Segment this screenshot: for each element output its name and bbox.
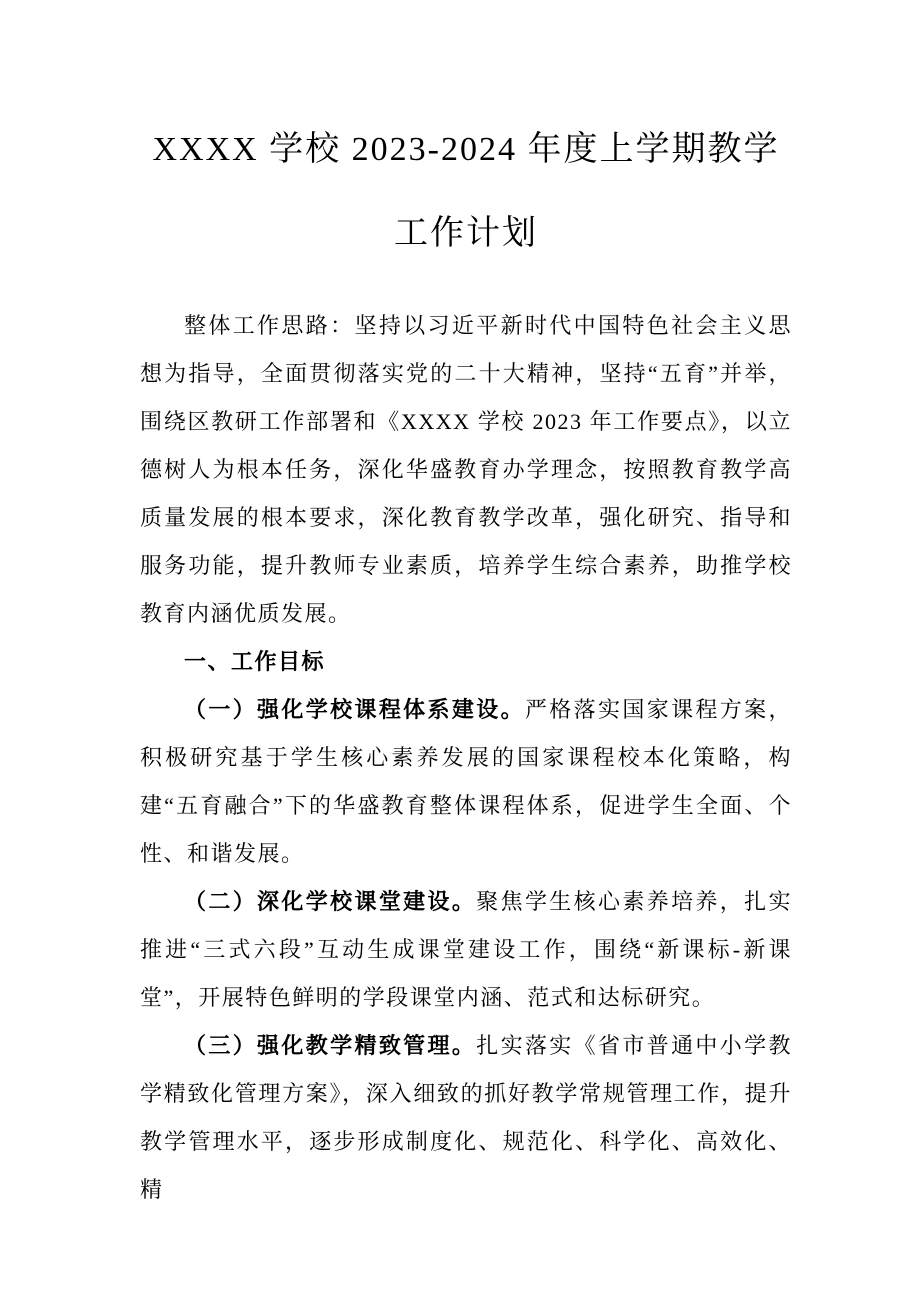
goal-item-3: [140, 1022, 792, 1214]
goal-item-1: [140, 686, 792, 878]
goal-item-2-body: 聚焦学生核心素养培养，扎实推进“三式六段”互动生成课堂建设工作，围绕“新课标-新课堂”，开展特色鲜明的学段课堂内涵、范式和达标研究。: [140, 889, 792, 1010]
goal-item-1-lead: （一）强化学校课程体系建设。: [184, 697, 525, 722]
title-line-2: 工作计划: [394, 215, 538, 252]
intro-paragraph: 整体工作思路：坚持以习近平新时代中国特色社会主义思想为指导，全面贯彻落实党的二十大精神，坚持“五育”并举，围绕区教研工作部署和《XXXX 学校 2023 年工作要点》，以立德树人为根本任务，深化华盛教育办学理念，按照教育教学高质量发展的根本要求，深化教育教学改革，强化研究、指导和服务功能，提升教师专业素质，培养学生综合素养，助推学校教育内涵优质发展。: [140, 313, 792, 626]
section-heading: 一、工作目标: [184, 649, 326, 674]
goal-item-1-body: 严格落实国家课程方案，积极研究基于学生核心素养发展的国家课程校本化策略，构建“五育融合”下的华盛教育整体课程体系，促进学生全面、个性、和谐发展。: [140, 697, 792, 866]
document-title: [140, 108, 792, 276]
title-line-1: XXXX 学校 2023-2024 年度上学期教学: [152, 131, 780, 168]
goal-item-3-body: 扎实落实《省市普通中小学教学精致化管理方案》，深入细致的抓好教学常规管理工作，提升教学管理水平，逐步形成制度化、规范化、科学化、高效化、精: [140, 1033, 792, 1202]
goal-item-2: [140, 878, 792, 1022]
goal-item-3-lead: （三）强化教学精致管理。: [184, 1033, 477, 1058]
goal-item-2-lead: （二）深化学校课堂建设。: [184, 889, 477, 914]
